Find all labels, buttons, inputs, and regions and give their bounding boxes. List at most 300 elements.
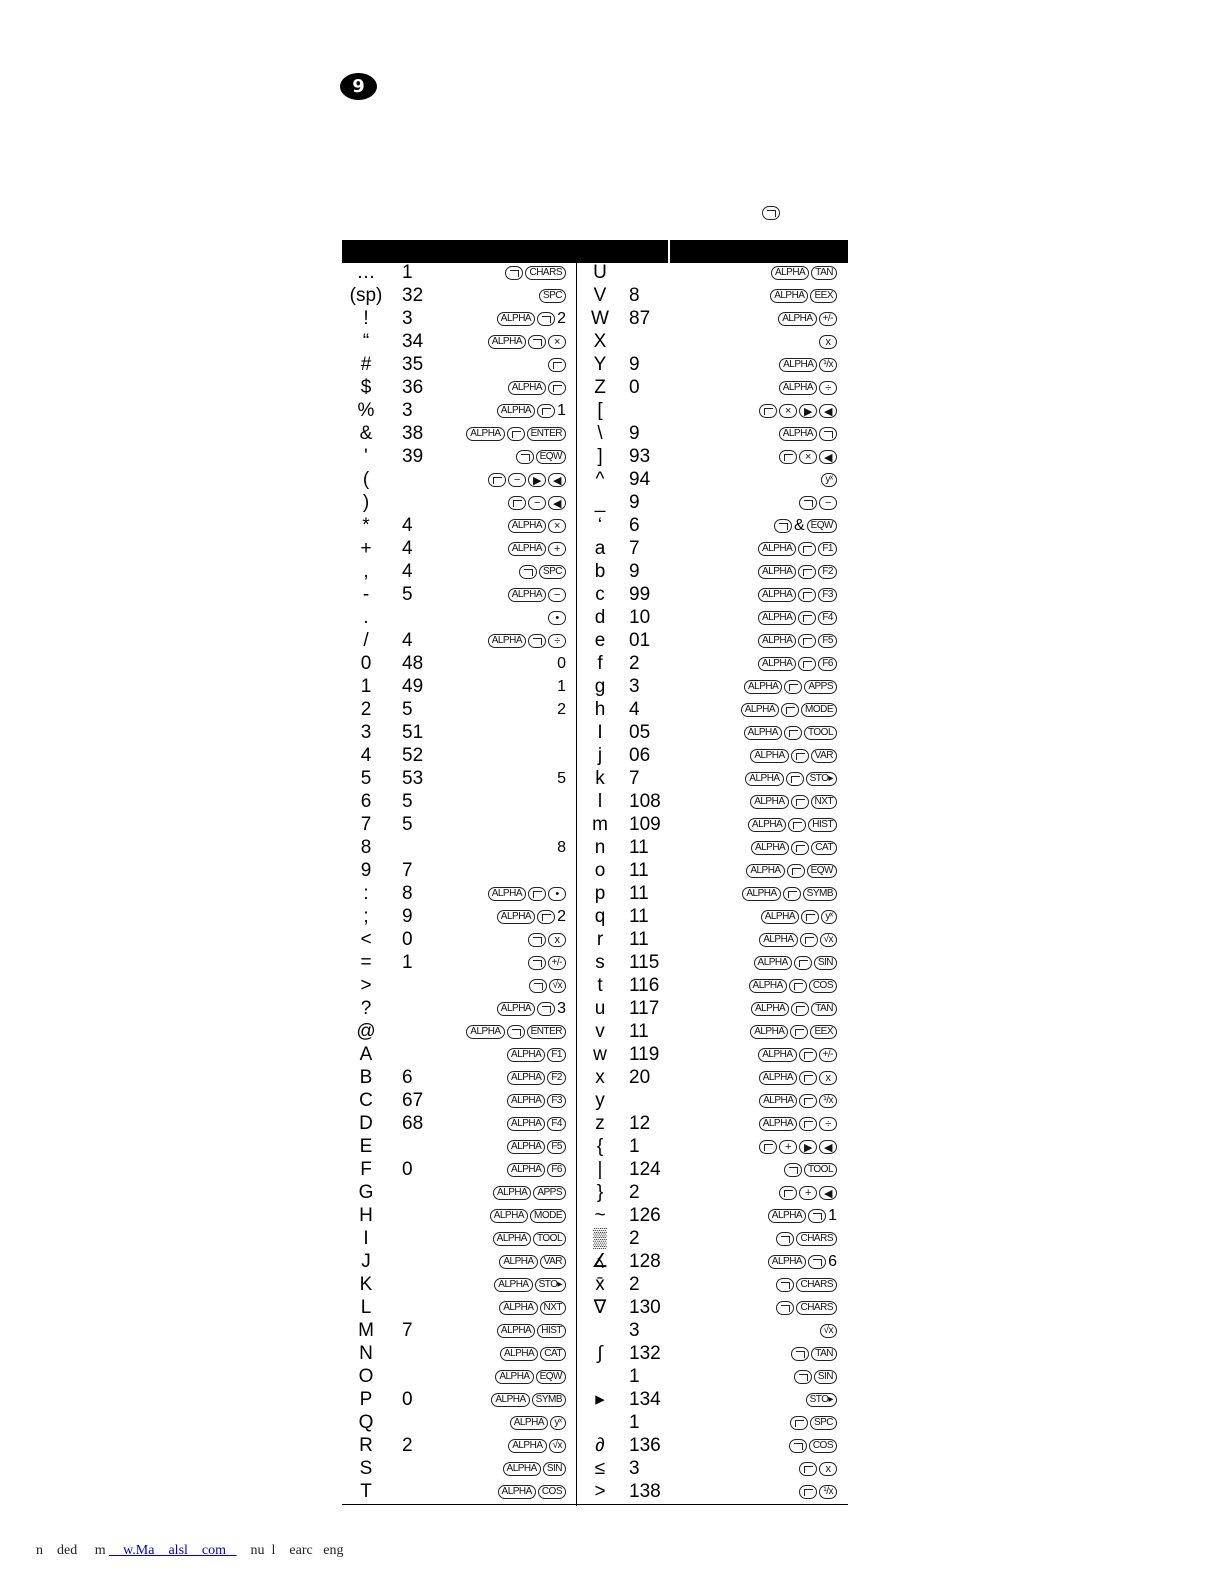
table-row [342,629,576,652]
key-icon: SPC [810,1416,837,1430]
left-shift-key-icon [784,680,802,694]
key-icon: ALPHA [751,841,789,855]
key-icon: ALPHA [759,1094,797,1108]
table-row [577,1342,848,1365]
code-cell: 67 [402,1090,424,1111]
table-row [577,1388,848,1411]
code-cell: 3 [402,308,413,329]
character-cell: I [363,1228,369,1249]
keystroke-cell [791,1345,837,1362]
key-icon: ALPHA [758,611,796,625]
character-cell: 3 [360,722,372,743]
table-row [577,1158,848,1181]
table-row [342,330,576,353]
character-cell: d [594,607,606,628]
table-row [342,514,576,537]
key-icon: STO▸ [806,1393,837,1407]
key-icon: ALPHA [495,1370,533,1384]
character-cell: E [359,1136,373,1157]
character-cell: V [593,285,607,306]
code-cell: 11 [629,860,649,881]
code-cell: 3 [629,676,640,697]
keystroke-cell [495,1368,566,1385]
right-shift-key-icon [528,335,546,349]
code-cell: 53 [402,768,424,789]
key-icon: − [819,496,837,510]
keystroke-cell [508,494,566,511]
character-cell: { [596,1136,604,1157]
keystroke-cell [497,1000,566,1017]
character-cell: e [594,630,606,651]
key-icon: ALPHA [758,1048,796,1062]
character-cell: z [595,1113,605,1134]
key-icon: ALPHA [750,1025,788,1039]
keystroke-cell [503,1460,566,1477]
keystroke-cell [497,310,566,327]
keystroke-cell [759,931,837,948]
right-shift-key-icon [529,979,547,993]
key-icon: COS [538,1485,566,1499]
code-cell: 93 [629,446,651,467]
code-cell: 4 [402,515,413,536]
code-cell: 134 [629,1389,661,1410]
keystroke-cell [821,471,837,488]
keystroke-cell [494,1276,566,1293]
keystroke-cell [748,816,837,833]
left-shift-key-icon [799,1485,817,1499]
code-cell: 4 [402,561,413,582]
code-cell: 2 [629,1228,640,1249]
key-icon: +/- [819,312,837,326]
table-row [577,330,848,353]
key-digit: 2 [557,907,566,925]
table-row [342,928,576,951]
character-cell: 0 [360,653,372,674]
right-shift-key-icon [507,1025,525,1039]
code-cell: 9 [402,906,413,927]
table-row [577,261,848,284]
character-cell: w [593,1044,607,1065]
table-row [342,836,576,859]
left-shift-key-icon [779,450,797,464]
table-row [577,1066,848,1089]
character-cell: g [594,676,606,697]
table-row [577,514,848,537]
key-icon: F1 [547,1048,566,1062]
key-digit: 8 [557,838,566,856]
table-row [342,1457,576,1480]
character-cell: 7 [360,814,372,835]
table-row [577,836,848,859]
character-cell: v [595,1021,605,1042]
table-row [577,629,848,652]
code-cell: 2 [629,1182,640,1203]
right-shift-key-icon [784,1163,802,1177]
key-icon: CHARS [796,1232,837,1246]
key-icon: ALPHA [503,1462,541,1476]
table-row [342,353,576,376]
character-cell: _ [594,492,606,513]
code-cell: 49 [402,676,424,697]
keystroke-cell [557,701,566,718]
code-cell: 8 [402,883,413,904]
code-cell: 2 [402,1435,413,1456]
key-icon: F2 [818,565,837,579]
key-icon: ALPHA [778,312,816,326]
right-shift-key-icon [776,1232,794,1246]
code-cell: 7 [629,768,640,789]
key-icon: F3 [818,588,837,602]
keystroke-cell [758,655,837,672]
table-row [342,560,576,583]
character-cell: D [359,1113,373,1134]
code-cell: 52 [402,745,424,766]
key-icon: MODE [801,703,837,717]
key-icon: ▶ [528,473,546,487]
character-cell: ∫ [597,1343,603,1364]
left-shift-key-icon [790,1416,808,1430]
character-cell: ^ [595,469,605,490]
key-icon: F5 [547,1140,566,1154]
table-row [577,928,848,951]
keystroke-cell [799,1460,837,1477]
keystroke-cell [768,1207,837,1224]
character-cell: l [597,791,603,812]
key-icon: ▶ [799,404,817,418]
code-cell: 7 [629,538,640,559]
character-cell: T [360,1481,372,1502]
character-cell: * [362,515,370,536]
right-shift-key-icon [528,956,546,970]
key-icon: ALPHA [742,887,780,901]
table-row [342,675,576,698]
right-shift-key-icon [774,519,792,533]
keystroke-cell [466,1023,566,1040]
key-icon: − [508,473,526,487]
table-row [577,353,848,376]
character-cell: ' [364,446,368,467]
table-row [342,905,576,928]
character-cell: L [360,1297,372,1318]
right-shift-key-icon [537,1002,555,1016]
table-row [577,1043,848,1066]
left-shift-key-icon [791,841,809,855]
left-shift-key-icon [759,1140,777,1154]
key-icon: ALPHA [758,634,796,648]
key-icon: ◀ [819,1186,837,1200]
code-cell: 4 [402,630,413,651]
key-digit: 5 [557,769,566,787]
key-icon: ◀ [819,404,837,418]
right-shift-key-icon [808,1255,826,1269]
key-icon: STO▸ [806,772,837,786]
table-row [342,1066,576,1089]
key-icon: ÷ [548,634,566,648]
character-cell: . [363,607,369,628]
code-cell: 136 [629,1435,661,1456]
key-icon: F3 [547,1094,566,1108]
character-cell: ∡ [591,1251,609,1272]
keystroke-cell [759,1138,837,1155]
table-row [342,399,576,422]
keystroke-cell [758,563,837,580]
key-icon: × [548,519,566,533]
left-shift-key-icon [787,864,805,878]
table-row [577,1319,848,1342]
table-row [342,1227,576,1250]
keystroke-cell [516,448,566,465]
keystroke-cell [497,1322,566,1339]
code-cell: 7 [402,1320,413,1341]
keystroke-cell [779,356,837,373]
left-shift-key-icon [799,1462,817,1476]
keystroke-cell [742,885,837,902]
keystroke-cell [557,770,566,787]
code-cell: 34 [402,331,424,352]
character-cell: \ [597,423,603,444]
key-icon: EQW [807,864,837,878]
key-icon: ALPHA [758,565,796,579]
keystroke-cell [548,609,566,626]
right-shift-key-icon [537,312,555,326]
table-row [342,997,576,1020]
character-cell: W [591,308,609,329]
table-row [342,859,576,882]
character-cell: [ [597,400,603,421]
character-cell: f [597,653,603,674]
key-icon: VAR [811,749,837,763]
code-cell: 1 [629,1412,640,1433]
code-cell: 05 [629,722,651,743]
footer-text-post: nu l earc eng [236,1543,344,1558]
key-icon: F4 [818,611,837,625]
table-row [342,1319,576,1342]
code-cell: 32 [402,285,424,306]
keystroke-cell [820,1322,838,1339]
keystroke-cell [745,770,837,787]
character-cell: ∇ [593,1297,607,1318]
keystroke-cell [770,287,837,304]
code-cell: 11 [629,906,649,927]
code-cell: 87 [629,308,651,329]
keystroke-cell [488,885,566,902]
code-cell: 0 [402,1159,413,1180]
key-icon: ALPHA [748,818,786,832]
key-icon: ALPHA [761,910,799,924]
key-icon: ALPHA [745,772,783,786]
key-icon: EQW [536,450,566,464]
key-icon: ALPHA [779,427,817,441]
character-cell: O [358,1366,374,1387]
code-cell: 3 [629,1458,640,1479]
right-shift-key-icon [819,427,837,441]
character-cell: % [357,400,375,421]
character-cell: C [359,1090,373,1111]
character-cell: q [594,906,606,927]
code-cell: 94 [629,469,651,490]
character-cell: ? [360,998,372,1019]
character-cell: F [360,1159,372,1180]
key-icon: ALPHA [493,1232,531,1246]
left-shift-key-icon [798,565,816,579]
left-shift-key-icon [781,703,799,717]
character-cell: s [595,952,605,973]
key-icon: ALPHA [758,588,796,602]
character-cell: h [594,699,606,720]
key-digit: 1 [828,1206,837,1224]
key-icon: ALPHA [754,956,792,970]
code-cell: 6 [629,515,640,536]
keystroke-cell [774,517,837,534]
keystroke-cell [488,471,566,488]
character-cell: 1 [360,676,372,697]
table-row [342,1043,576,1066]
code-cell: 1 [629,1366,640,1387]
code-cell: 126 [629,1205,661,1226]
keystroke-cell [507,1138,566,1155]
code-cell: 116 [629,975,660,996]
right-shift-key-icon [776,1278,794,1292]
key-icon: ALPHA [491,1393,529,1407]
key-icon: ▶ [799,1140,817,1154]
key-icon: ALPHA [497,404,535,418]
key-icon: ◀ [819,1140,837,1154]
keystroke-cell [744,724,837,741]
keystroke-cell [557,678,566,695]
key-icon: SIN [814,956,837,970]
key-icon: TOOL [804,726,837,740]
key-icon: × [548,335,566,349]
key-icon: ALPHA [750,795,788,809]
key-icon: SIN [814,1370,837,1384]
left-shift-key-icon [779,1186,797,1200]
keystroke-cell [548,356,566,373]
code-cell: 20 [629,1067,651,1088]
key-icon: yˣ [550,1416,566,1430]
character-cell: } [596,1182,604,1203]
code-cell: 3 [402,400,413,421]
table-row [577,1434,848,1457]
key-icon: yˣ [821,910,837,924]
key-icon: TAN [811,1002,837,1016]
key-icon: ◀ [548,473,566,487]
key-icon: HIST [808,818,837,832]
key-icon: ALPHA [507,1071,545,1085]
keystroke-cell [759,1092,837,1109]
key-digit: 2 [557,700,566,718]
character-cell: j [597,745,603,766]
left-shift-key-icon [791,1002,809,1016]
keystroke-cell [508,586,566,603]
table-row [342,813,576,836]
keystroke-cell [768,1253,837,1270]
key-icon: ALPHA [770,289,808,303]
code-cell: 48 [402,653,424,674]
character-cell: ‘ [597,515,603,536]
right-shift-key-icon [789,1439,807,1453]
key-icon: MODE [530,1209,566,1223]
key-icon: ALPHA [779,381,817,395]
table-row [342,744,576,767]
key-icon: ALPHA [508,519,546,533]
key-icon: − [548,588,566,602]
character-cell: p [594,883,606,904]
left-shift-key-icon [784,726,802,740]
keystroke-cell [758,540,837,557]
key-icon: +/- [819,1048,837,1062]
key-icon: TAN [811,1347,837,1361]
character-cell: 5 [360,768,372,789]
keystroke-cell [771,264,837,281]
table-row [577,1250,848,1273]
table-row [342,606,576,629]
character-cell: I [597,722,603,743]
keystroke-cell [557,839,566,856]
character-cell: x [595,1067,605,1088]
keystroke-cell [758,586,837,603]
left-shift-key-icon [794,956,812,970]
keystroke-cell [776,1299,837,1316]
keystroke-cell [789,1437,837,1454]
code-cell: 1 [402,262,413,283]
right-shift-key-icon [516,450,534,464]
character-cell: S [359,1458,373,1479]
left-shift-key-icon [798,634,816,648]
code-cell: 8 [629,285,640,306]
key-icon: SIN [543,1462,566,1476]
left-shift-key-icon [800,933,818,947]
keystroke-cell [759,1069,837,1086]
right-shift-key-icon [505,266,523,280]
character-cell: ] [597,446,603,467]
character-cell: ( [362,469,370,490]
table-row [342,1480,576,1503]
table-row [577,744,848,767]
left-shift-key-icon [798,611,816,625]
character-cell: ▒ [593,1228,607,1249]
key-icon: + [799,1186,817,1200]
key-icon: √x [549,1439,567,1453]
keystroke-cell [557,655,566,672]
keystroke-cell [794,1368,837,1385]
keystroke-cell [746,862,837,879]
left-shift-key-icon [790,1025,808,1039]
keystroke-cell [497,908,566,925]
code-cell: 36 [402,377,424,398]
character-cell: G [358,1182,374,1203]
left-shift-key-icon [799,1071,817,1085]
keystroke-cell [779,379,837,396]
keystroke-cell [508,517,566,534]
key-icon: ALPHA [759,1117,797,1131]
key-icon: CAT [540,1347,566,1361]
left-shift-key-icon [791,749,809,763]
footer-link[interactable]: w.Ma alsl com [109,1543,237,1558]
table-row [342,721,576,744]
key-icon: ÷ [819,381,837,395]
key-icon: NXT [540,1301,567,1315]
left-shift-key-icon [789,979,807,993]
key-icon: F4 [547,1117,566,1131]
keystroke-cell [819,333,837,350]
code-cell: 4 [402,538,413,559]
left-shift-key-icon [786,772,804,786]
key-icon: ALPHA [497,910,535,924]
table-row [577,445,848,468]
key-icon: x [819,1071,837,1085]
right-shift-key-icon [762,206,780,220]
code-cell: 109 [629,814,661,835]
